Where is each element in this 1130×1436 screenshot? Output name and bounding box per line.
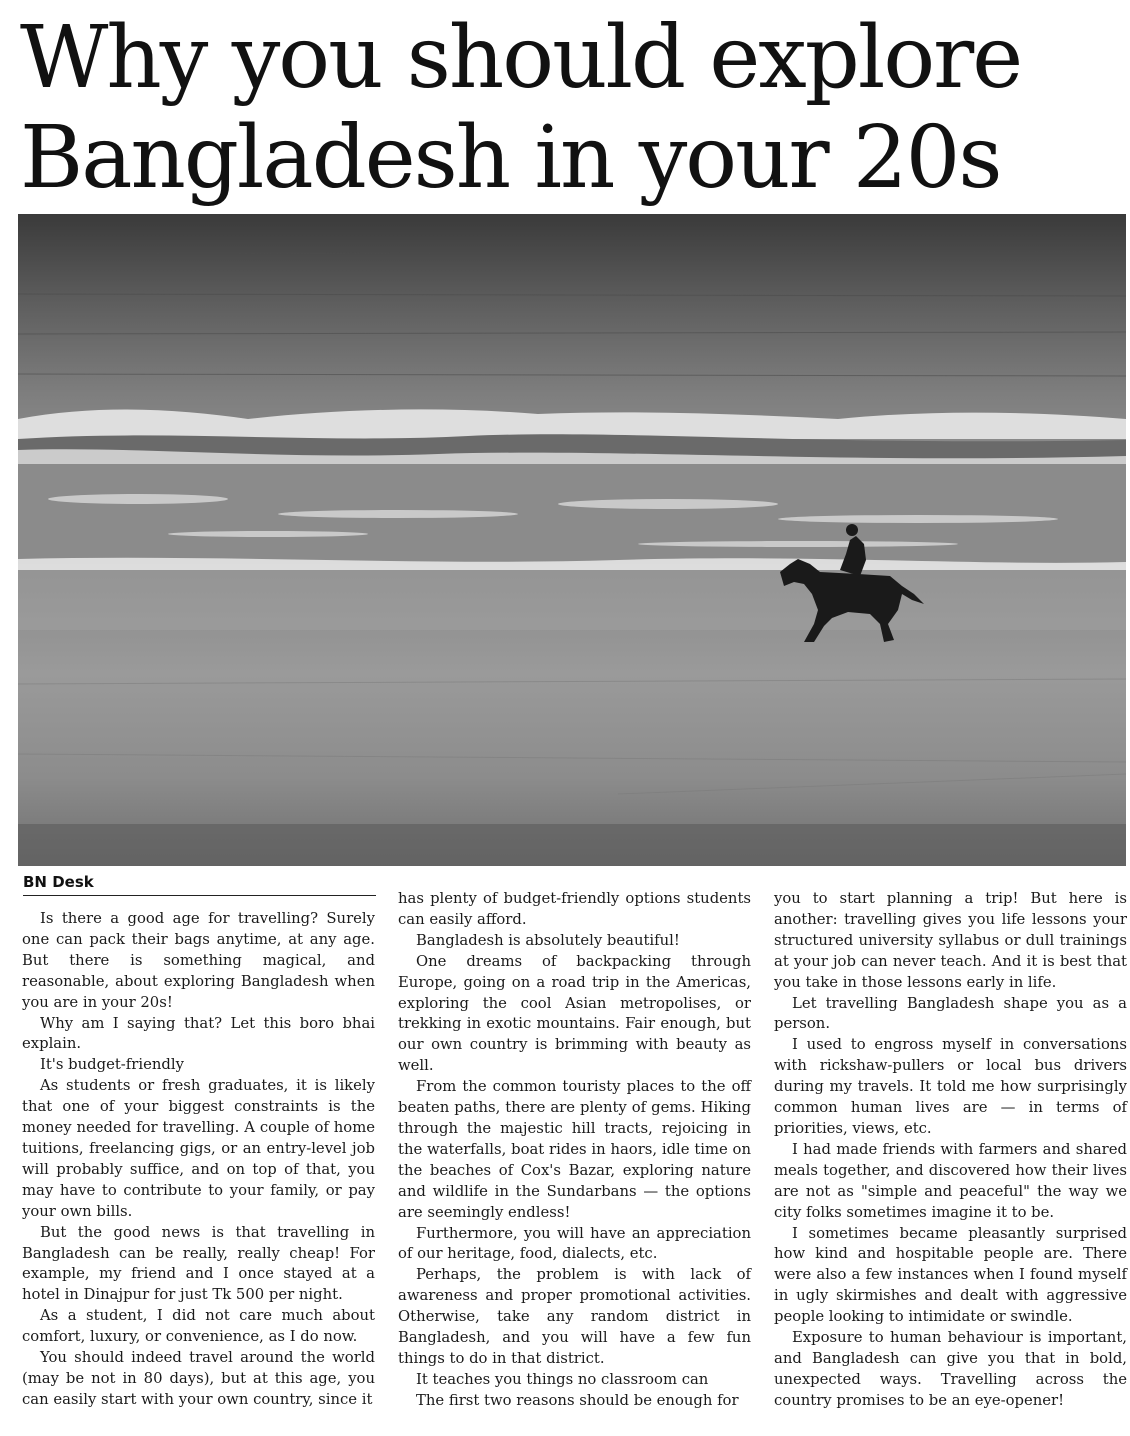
byline-divider <box>23 895 376 896</box>
headline <box>20 8 1120 208</box>
article-paragraph: It's budget-friendly <box>40 1056 184 1074</box>
article-paragraph: Perhaps, the problem is with lack of awareness and proper promotional activities. Otherwise, take any random district in Bangladesh, and you will have a few fun things to do in that district. <box>398 1266 751 1367</box>
article-paragraph: Is there a good age for travelling? Surely one can pack their bags anytime, at any age. But there is something magical, and reasonable, about exploring Bangladesh when you are in your 20s! <box>22 910 375 1011</box>
headline-line-2: Bangladesh in your 20s <box>20 108 1001 208</box>
headline-line-1: Why you should explore <box>20 8 1022 108</box>
article-paragraph: Why am I saying that? Let this boro bhai explain. <box>22 1014 375 1053</box>
article-paragraph: One dreams of backpacking through Europe, going on a road trip in the Americas, exploring the cool Asian metropolises, or trekking in exotic mountains. Fair enough, but our own country is brimming with beauty as well. <box>398 952 751 1075</box>
article-paragraph: I had made friends with farmers and shared meals together, and discovered how their lives are not as "simple and peaceful" the way we city folks sometimes imagine it to be. <box>774 1140 1127 1221</box>
article-paragraph: The first two reasons should be enough for <box>416 1391 739 1409</box>
article-paragraph: Exposure to human behaviour is important, and Bangladesh can give you that in bold, unexpected ways. Travelling across the country promises to be an eye-opener! <box>774 1329 1127 1409</box>
article-paragraph: From the common touristy places to the off beaten paths, there are plenty of gems. Hiking through the majestic hill tracts, rejoicing in the waterfalls, boat rides in haors, idle time on the beaches of Cox's Bazar, exploring nature and wildlife in the Sundarbans — the options are seemingly endless! <box>398 1078 751 1221</box>
article-paragraph: I sometimes became pleasantly surprised how kind and hospitable people are. There were also a few instances when I found myself in ugly skirmishes and dealt with aggressive people looking to intimidate or swindle. <box>774 1224 1127 1326</box>
article-paragraph: I used to engross myself in conversations with rickshaw-pullers or local bus drivers during my travels. It told me how surprisingly common human lives are — in terms of priorities, views, etc. <box>774 1036 1127 1137</box>
article-paragraph: As a student, I did not care much about comfort, luxury, or convenience, as I do now. <box>22 1307 375 1346</box>
article-column-3 <box>774 889 1127 1412</box>
article-paragraph: Bangladesh is absolutely beautiful! <box>416 931 680 949</box>
article-paragraph: Furthermore, you will have an appreciation of our heritage, food, dialects, etc. <box>398 1224 751 1263</box>
article-paragraph: You should indeed travel around the world (may be not in 80 days), but at this age, you can easily start with your own country, since it <box>22 1349 375 1408</box>
article-column-1 <box>22 909 375 1411</box>
article-paragraph: It teaches you things no classroom can <box>416 1370 709 1388</box>
article-paragraph: As students or fresh graduates, it is likely that one of your biggest constraints is the money needed for travelling. A couple of home tuitions, freelancing gigs, or an entry-level job will probably suffice, and on top of that, you may have to contribute to your family, or pay your own bills. <box>22 1077 375 1220</box>
article-paragraph: But the good news is that travelling in Bangladesh can be really, really cheap! For example, my friend and I once stayed at a hotel in Dinajpur for just Tk 500 per night. <box>22 1223 375 1304</box>
article-column-2 <box>398 889 751 1412</box>
article-paragraph: has plenty of budget-friendly options students can easily afford. <box>398 890 751 928</box>
photo-illustration <box>18 214 1126 866</box>
byline: BN Desk <box>23 873 94 891</box>
beach-horse-photo <box>18 214 1126 866</box>
article-paragraph: Let travelling Bangladesh shape you as a person. <box>774 994 1127 1033</box>
article-paragraph: you to start planning a trip! But here is another: travelling gives you life lessons your structured university syllabus or dull trainings at your job can never teach. And it is best that you take in those lessons early in life. <box>774 890 1127 991</box>
